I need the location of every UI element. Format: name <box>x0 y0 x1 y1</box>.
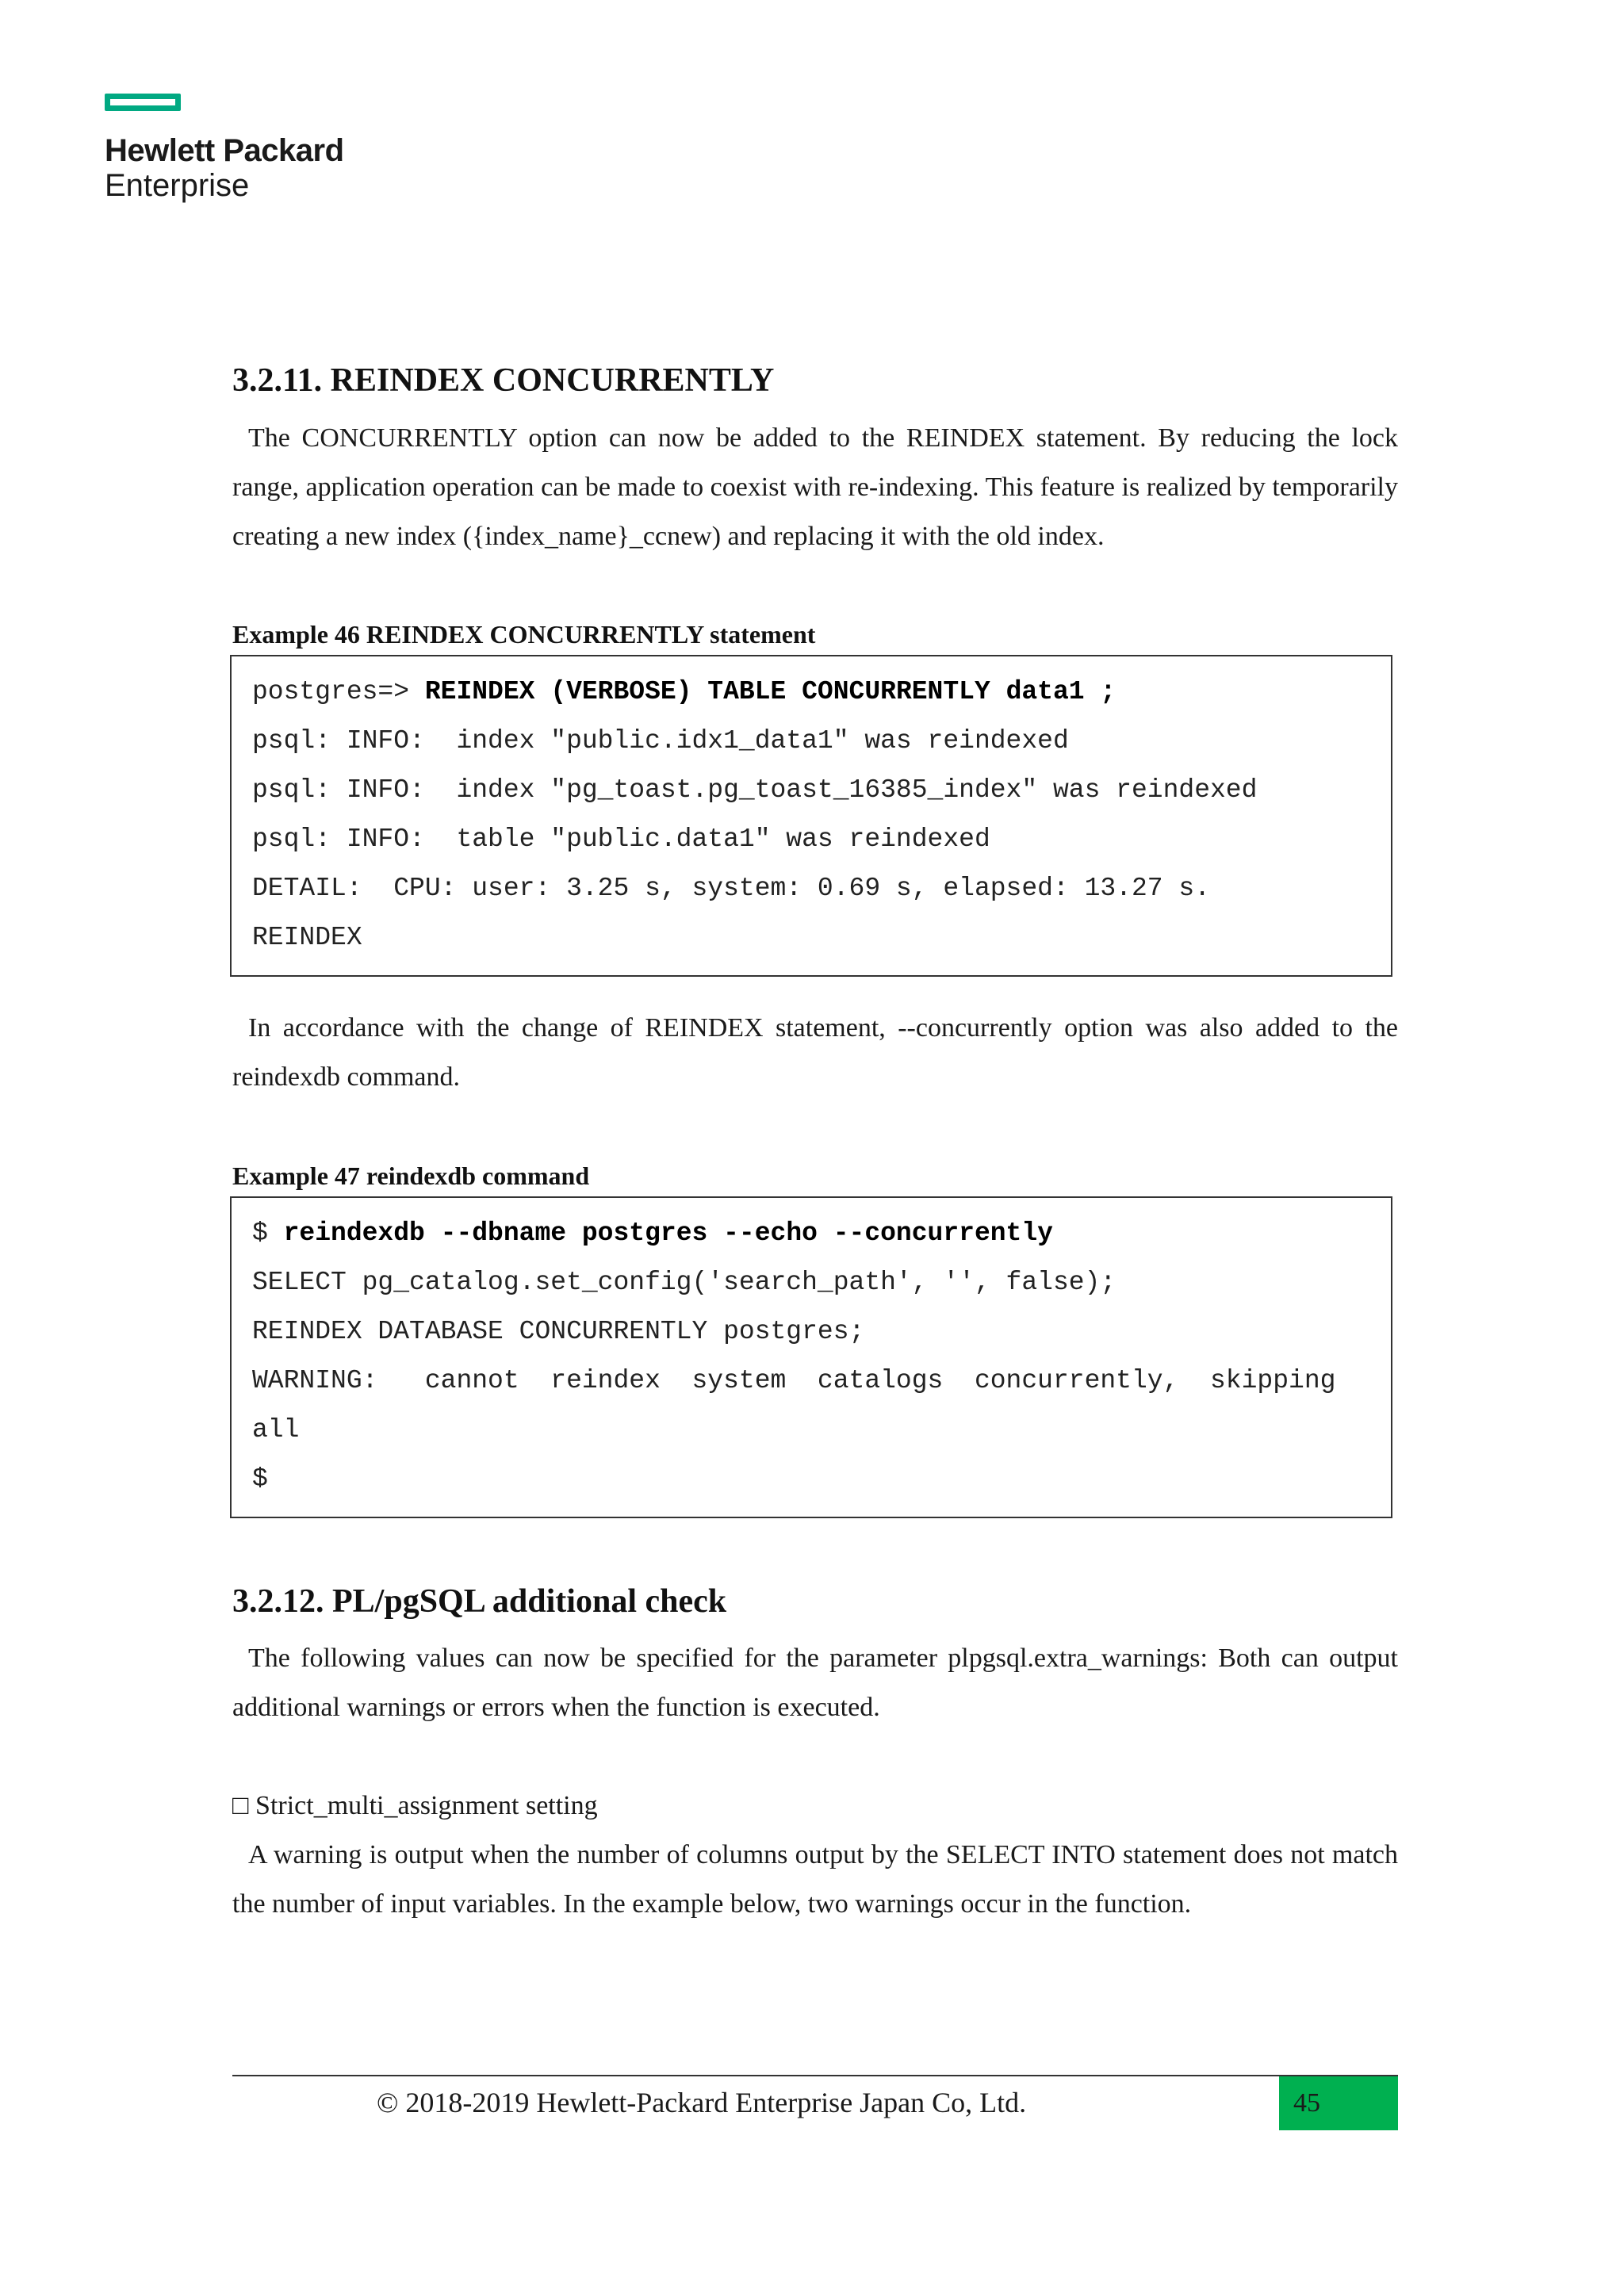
hpe-logo-rectangle-icon <box>105 94 181 111</box>
code-line: REINDEX DATABASE CONCURRENTLY postgres; <box>252 1317 865 1346</box>
code-line: $ reindexdb --dbname postgres --echo --concurrently <box>252 1219 1053 1248</box>
example-47-caption: Example 47 reindexdb command <box>232 1161 590 1190</box>
code-line: psql: INFO: index "public.idx1_data1" was reindexed <box>252 726 1069 756</box>
code-line: psql: INFO: table "public.data1" was reindexed <box>252 825 990 854</box>
code-line: $ <box>252 1464 268 1494</box>
logo-text-line1: Hewlett Packard <box>105 133 344 168</box>
page-number-badge: 45 <box>1279 2076 1398 2130</box>
code-line: postgres=> REINDEX (VERBOSE) TABLE CONCURRENTLY data1 ; <box>252 677 1116 706</box>
example-46-caption: Example 46 REINDEX CONCURRENTLY statement <box>232 620 816 649</box>
code-line: SELECT pg_catalog.set_config('search_path', '', false); <box>252 1268 1116 1297</box>
section-intro-paragraph: The CONCURRENTLY option can now be added to the REINDEX statement. By reducing the lock range, application operation can be made to coexist with re-indexing. This feature is realized by temporarily creating a new index ({index_name}_ccnew) and replacing it with the old index. <box>232 423 1398 551</box>
code-block-example-46 <box>230 655 1392 977</box>
code-line: psql: INFO: index "pg_toast.pg_toast_16385_index" was reindexed <box>252 775 1258 805</box>
code-line: DETAIL: CPU: user: 3.25 s, system: 0.69 s, elapsed: 13.27 s. <box>252 874 1210 903</box>
strict-multi-assignment-paragraph: A warning is output when the number of columns output by the SELECT INTO statement does not match the number of input variables. In the example below, two warnings occur in the function. <box>232 1840 1398 1919</box>
section-heading-plpgsql-check: 3.2.12. PL/pgSQL additional check <box>232 1583 727 1620</box>
section-heading-reindex-concurrently: 3.2.11. REINDEX CONCURRENTLY <box>232 362 775 399</box>
reindexdb-paragraph: In accordance with the change of REINDEX statement, --concurrently option was also added to the reindexdb command. <box>232 1013 1398 1092</box>
code-line: REINDEX <box>252 923 362 952</box>
footer-copyright: © 2018-2019 Hewlett-Packard Enterprise Japan Co, Ltd. <box>377 2087 1027 2118</box>
code-line: WARNING: cannot reindex system catalogs concurrently, skipping <box>252 1366 1336 1395</box>
logo-text-line2: Enterprise <box>105 168 250 203</box>
code-line: all <box>252 1415 300 1445</box>
bullet-strict-multi-assignment: □ Strict_multi_assignment setting <box>232 1791 598 1820</box>
footer-divider <box>232 2075 1398 2076</box>
code-block-example-47 <box>230 1196 1392 1518</box>
hpe-logo <box>105 94 344 203</box>
plpgsql-intro-paragraph: The following values can now be specified for the parameter plpgsql.extra_warnings: Both can output additional warnings or errors when the function is executed. <box>232 1644 1398 1722</box>
